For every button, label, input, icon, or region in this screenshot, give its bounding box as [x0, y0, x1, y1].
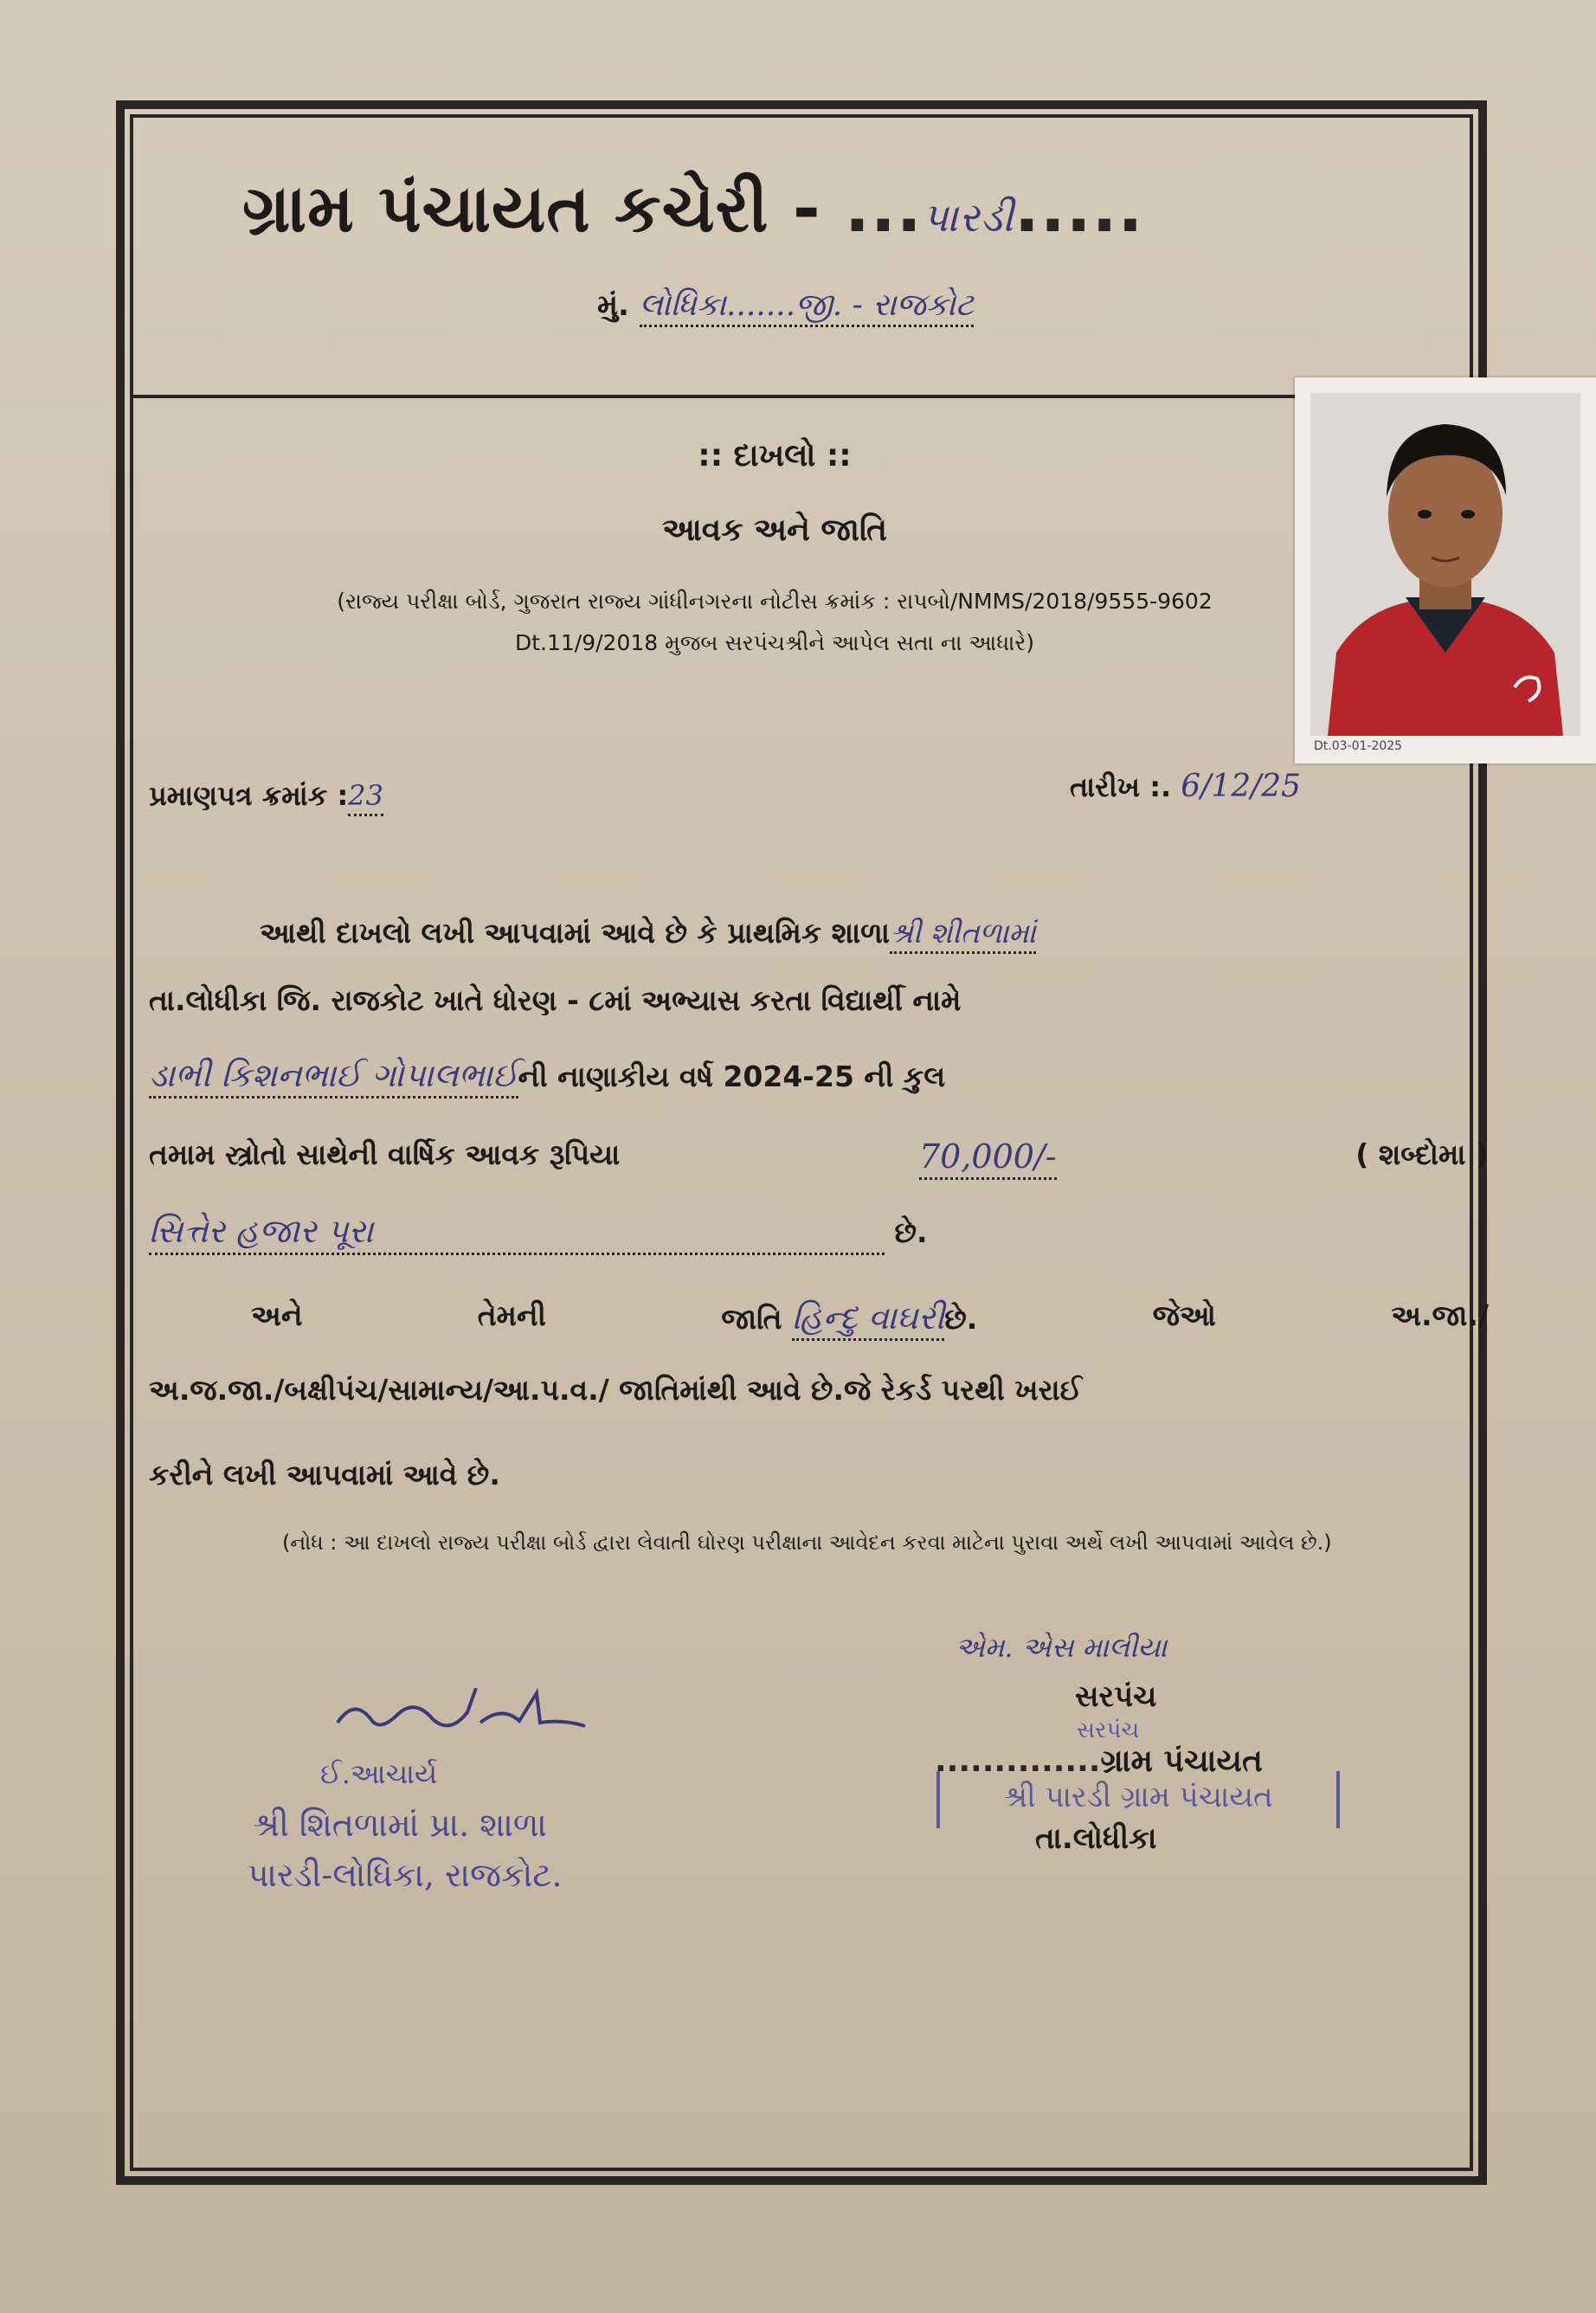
sarpanch-signature-handwritten: એમ. એસ માલીયા	[956, 1631, 1168, 1664]
body-line-6-their: તેમની	[477, 1298, 546, 1332]
office-title-text: ગ્રામ પંચાયત કચેરી -	[242, 170, 821, 247]
body-line-1	[260, 916, 1489, 950]
certificate-number-label: પ્રમાણપત્ર ક્રમાંક :	[149, 779, 349, 812]
body-line-8: કરીને લખી આપવામાં આવે છે.	[149, 1458, 500, 1492]
date-value: 6/12/25	[1181, 769, 1302, 804]
body-line-1-text: આથી દાખલો લખી આપવામાં આવે છે કે પ્રાથમિક શાળા	[260, 916, 890, 950]
body-line-6-sc: અ.જા./	[1391, 1298, 1489, 1332]
body-line-3	[149, 1056, 1489, 1095]
school-stamp-line2: પારડી-લોધિકા, રાજકોટ.	[248, 1856, 563, 1894]
certificate-subheading: આવક અને જાતિ	[661, 512, 887, 548]
certificate-number	[149, 779, 383, 813]
date-label: તારીખ :.	[1070, 770, 1172, 803]
taluka-label: તા.લોધીકા	[1035, 1821, 1157, 1856]
principal-signature	[329, 1688, 589, 1749]
student-name-handwritten: ડાભી કિશનભાઈ ગોપાલભાઈ	[149, 1056, 518, 1099]
caste-field	[721, 1298, 977, 1337]
gram-panchayat-label: ગ્રામ પંચાયત	[1100, 1743, 1263, 1779]
sarpanch-stamp-text: સરપંચ	[1077, 1717, 1140, 1743]
school-stamp-line1: શ્રી શિતળામાં પ્રા. શાળા	[253, 1806, 547, 1844]
income-amount-handwritten: 70,000/-	[919, 1137, 1057, 1180]
village-handwritten: પારડી	[922, 194, 1014, 241]
gram-panchayat-line: ..............ગ્રામ પંચાયત	[935, 1743, 1263, 1779]
certificate-date	[1070, 769, 1301, 804]
body-line-4	[149, 1137, 1489, 1180]
body-line-5	[149, 1212, 1489, 1255]
body-line-6	[251, 1298, 1489, 1337]
body-line-6-who: જેઓ	[1152, 1298, 1216, 1332]
body-line-6-and: અને	[251, 1298, 303, 1332]
sarpanch-title: સરપંચ	[1075, 1679, 1157, 1714]
header-divider	[130, 395, 1473, 398]
principal-title: ઈ.આચાર્ય	[320, 1757, 438, 1790]
income-words-handwritten: સિત્તેર હજાર પૂરા	[149, 1212, 885, 1255]
words-label: ( શબ્દોમા )	[1355, 1137, 1489, 1171]
certificate-heading: :: દાખલો ::	[698, 438, 852, 474]
student-photo-mount	[1295, 377, 1596, 763]
body-line-7: અ.જ.જા./બક્ષીપંચ/સામાન્ય/આ.પ.વ./ જાતિમાંથી આવે છે.જે રેકર્ડ પરથી ખરાઈ	[149, 1373, 1083, 1407]
address-handwritten: લોધિકા.......જી. - રાજકોટ	[640, 287, 974, 327]
footnote: (નોધ : આ દાખલો રાજ્ય પરીક્ષા બોર્ડ દ્વારા લેવાતી ઘોરણ પરીક્ષાના આવેદન કરવા માટેના પુરાવા અર્થે લખી આપવામાં આવેલ છે.)	[282, 1530, 1332, 1555]
school-name-handwritten: શ્રી શીતળામાં	[890, 916, 1036, 954]
caste-label: જાતિ	[721, 1302, 782, 1336]
body-line-3-text: ની નાણાકીય વર્ષ 2024-25 ની કુલ	[518, 1060, 946, 1093]
mu-label: મું.	[597, 288, 629, 323]
principal-signature-scribble	[329, 1688, 589, 1740]
photo-date-stamp: Dt.03-01-2025	[1314, 739, 1403, 753]
body-line-4-text: તમામ સ્ત્રોતો સાથેની વાર્ષિક આવક રૂપિયા	[149, 1137, 621, 1171]
body-line-5-text: છે.	[894, 1215, 928, 1249]
caste-end: છે.	[944, 1302, 978, 1336]
notice-reference-line2: Dt.11/9/2018 મુજબ સરપંચશ્રીને આપેલ સતા ના આધારે)	[514, 630, 1035, 655]
caste-handwritten: હિન્દુ વાઘરી	[792, 1298, 944, 1341]
panchayat-stamp: શ્રી પારડી ગ્રામ પંચાયત	[936, 1771, 1340, 1828]
body-line-2: તા.લોધીકા જિ. રાજકોટ ખાતે ધોરણ - ૮માં અભ્યાસ કરતા વિદ્યાર્થી નામે	[149, 983, 962, 1017]
certificate-number-value: 23	[348, 779, 383, 816]
address-line	[597, 287, 974, 324]
notice-reference-line1: (રાજ્ય પરીક્ષા બોર્ડ, ગુજરાત રાજ્ય ગાંધીનગરના નોટીસ ક્રમાંક : રાપબો/NMMS/2018/9555-9602	[337, 589, 1213, 614]
office-title: ગ્રામ પંચાયત કચેરી - ...પારડી.....	[242, 170, 1144, 247]
